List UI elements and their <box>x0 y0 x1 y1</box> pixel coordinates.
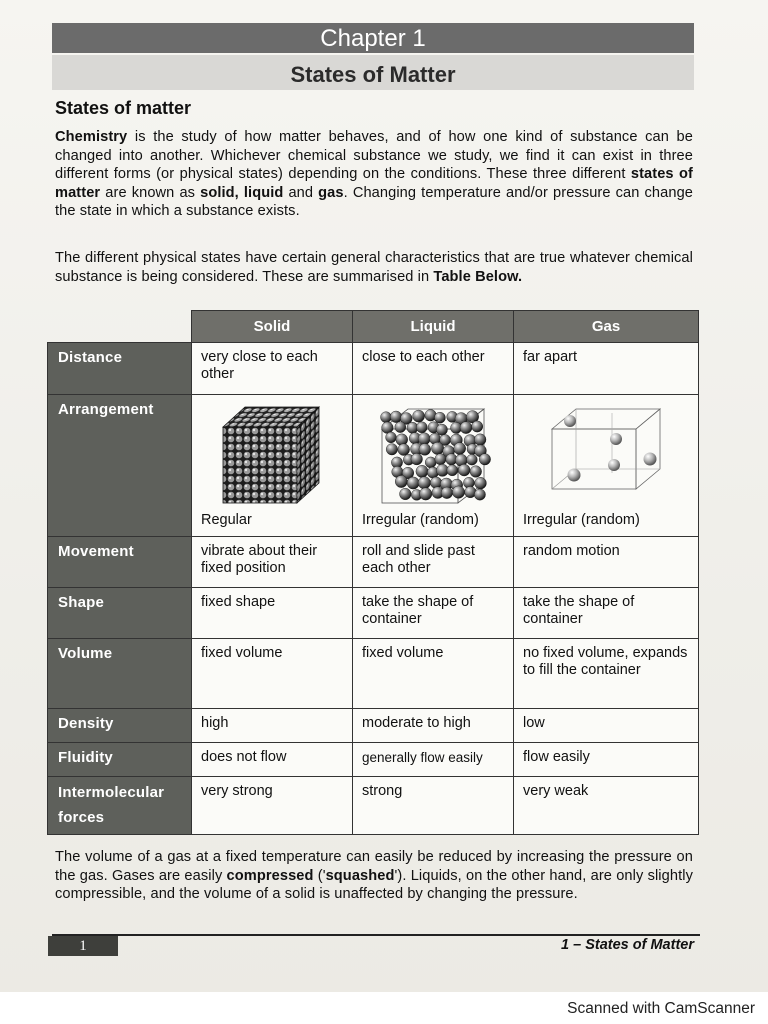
liquid-particle <box>411 453 423 465</box>
table-cell: flow easily <box>514 743 699 777</box>
term-squashed: squashed <box>325 867 395 884</box>
summary-paragraph <box>55 249 693 286</box>
liquid-particle <box>458 464 470 476</box>
liquid-particle <box>452 486 464 498</box>
text-run: is the study of how matter behaves, and of how one kind of substance can be changed into another. Whichever chemical substance we study, we find it can exist in three different forms (or physical states) depending on the conditions. These three different <box>55 129 693 183</box>
section-heading: States of matter <box>55 98 192 118</box>
row-header-volume: Volume <box>48 639 192 709</box>
table-cell: no fixed volume, expands to fill the container <box>514 639 699 709</box>
column-header-solid: Solid <box>192 311 353 343</box>
text-run: and <box>283 184 319 201</box>
table-cell: very weak <box>514 777 699 835</box>
table-cell: moderate to high <box>353 709 514 743</box>
arrangement-label-solid: Regular <box>201 512 252 528</box>
term-states-of-matter: states of matter <box>55 166 693 201</box>
table-cell: fixed volume <box>192 639 353 709</box>
table-header-row <box>48 311 699 343</box>
arrangement-label-liquid: Irregular (random) <box>362 512 479 528</box>
table-cell: low <box>514 709 699 743</box>
table-cell: random motion <box>514 537 699 588</box>
footer-rule <box>52 934 700 936</box>
intro-paragraph <box>55 128 693 221</box>
table-reference: Table Below. <box>433 268 523 285</box>
liquid-particle <box>441 487 453 499</box>
solid-particles-illustration <box>219 403 325 507</box>
liquid-particle <box>472 421 483 432</box>
liquid-particle <box>475 477 487 489</box>
arrangement-label-gas: Irregular (random) <box>523 512 640 528</box>
gas-particles-illustration <box>546 403 666 493</box>
gas-particle <box>610 433 622 445</box>
liquid-particle <box>386 432 397 443</box>
term-gas: gas <box>318 184 344 201</box>
liquid-particle <box>416 422 427 433</box>
liquid-particle <box>470 466 482 478</box>
gas-particle <box>564 415 576 427</box>
text-run: The different physical states have certain general characteristics that are true whatever chemical substance is being considered. These are summarised in <box>55 250 693 285</box>
compression-paragraph <box>55 848 693 904</box>
table-row <box>48 588 699 639</box>
page-number: 1 <box>48 936 118 956</box>
row-header-fluidity: Fluidity <box>48 743 192 777</box>
liquid-particle <box>474 434 486 446</box>
liquid-particle <box>400 488 412 500</box>
arrangement-cell-solid <box>192 395 353 537</box>
liquid-particles-illustration <box>374 403 492 507</box>
table-cell: fixed volume <box>353 639 514 709</box>
table-cell: generally flow easily <box>353 743 514 777</box>
text-run: (' <box>313 867 326 884</box>
liquid-particle <box>434 412 445 423</box>
liquid-particle <box>390 411 402 423</box>
liquid-particle <box>479 454 490 465</box>
table-cell: vibrate about their fixed position <box>192 537 353 588</box>
gas-particle <box>644 453 657 466</box>
table-cell: far apart <box>514 343 699 395</box>
liquid-particle <box>381 412 392 423</box>
liquid-particle <box>447 465 458 476</box>
table-cell: close to each other <box>353 343 514 395</box>
liquid-particle <box>420 488 432 500</box>
liquid-particle <box>395 422 406 433</box>
chapter-banner: Chapter 1 <box>52 23 694 53</box>
liquid-particle <box>382 422 394 434</box>
text-run: are known as <box>100 184 201 201</box>
row-header-shape: Shape <box>48 588 192 639</box>
row-header-arrangement: Arrangement <box>48 395 192 537</box>
liquid-particle <box>386 444 397 455</box>
term-solid-liquid: solid, liquid <box>200 184 284 201</box>
liquid-particle <box>416 465 428 477</box>
liquid-particle <box>395 475 407 487</box>
liquid-particle <box>398 444 410 456</box>
table-cell: fixed shape <box>192 588 353 639</box>
liquid-particle <box>419 444 431 456</box>
table-row <box>48 709 699 743</box>
states-comparison-table <box>47 310 699 835</box>
term-chemistry: Chemistry <box>55 129 128 145</box>
gas-particle <box>568 469 581 482</box>
table-cell: does not flow <box>192 743 353 777</box>
row-header-intermolecular-forces: Intermolecular forces <box>48 777 192 835</box>
chapter-title: States of Matter <box>52 55 694 90</box>
running-title: 1 – States of Matter <box>561 937 694 953</box>
header-corner <box>48 311 192 343</box>
text-run: '). Liquids, on the other hand, are only slightly compressible, and the volume of a solid is unaffected by changing the pressure. <box>55 867 693 903</box>
table-row <box>48 743 699 777</box>
liquid-particle <box>418 433 430 445</box>
liquid-particle <box>418 477 430 489</box>
table-cell: take the shape of container <box>514 588 699 639</box>
row-header-movement: Movement <box>48 537 192 588</box>
row-header-density: Density <box>48 709 192 743</box>
liquid-particle <box>407 477 419 489</box>
liquid-particle <box>460 422 472 434</box>
arrangement-cell-liquid <box>353 395 514 537</box>
table-cell: take the shape of container <box>353 588 514 639</box>
table-cell: high <box>192 709 353 743</box>
liquid-particle <box>436 424 447 435</box>
liquid-particle <box>431 442 443 454</box>
table-row <box>48 639 699 709</box>
table-cell: strong <box>353 777 514 835</box>
text-run: . Changing temperature and/or pressure can change the state in which a substance exists. <box>55 184 694 220</box>
arrangement-cell-gas <box>514 395 699 537</box>
term-compressed: compressed <box>226 867 314 884</box>
liquid-particle <box>467 454 478 465</box>
table-row <box>48 537 699 588</box>
scanner-watermark: Scanned with CamScanner <box>567 1000 755 1017</box>
row-header-distance: Distance <box>48 343 192 395</box>
liquid-particle <box>474 489 485 500</box>
table-cell: roll and slide past each other <box>353 537 514 588</box>
liquid-particle <box>413 410 425 422</box>
table-row <box>48 777 699 835</box>
text-run: The volume of a gas at a fixed temperature can easily be reduced by increasing the pressure on the gas. Gases are easily <box>55 849 693 884</box>
table-row <box>48 343 699 395</box>
liquid-particle <box>465 486 476 497</box>
table-row <box>48 395 699 537</box>
column-header-liquid: Liquid <box>353 311 514 343</box>
column-header-gas: Gas <box>514 311 699 343</box>
table-cell: very strong <box>192 777 353 835</box>
liquid-particle <box>454 443 466 455</box>
gas-particle <box>608 459 620 471</box>
liquid-particle <box>435 454 446 465</box>
table-cell: very close to each other <box>192 343 353 395</box>
liquid-particle <box>425 457 436 468</box>
